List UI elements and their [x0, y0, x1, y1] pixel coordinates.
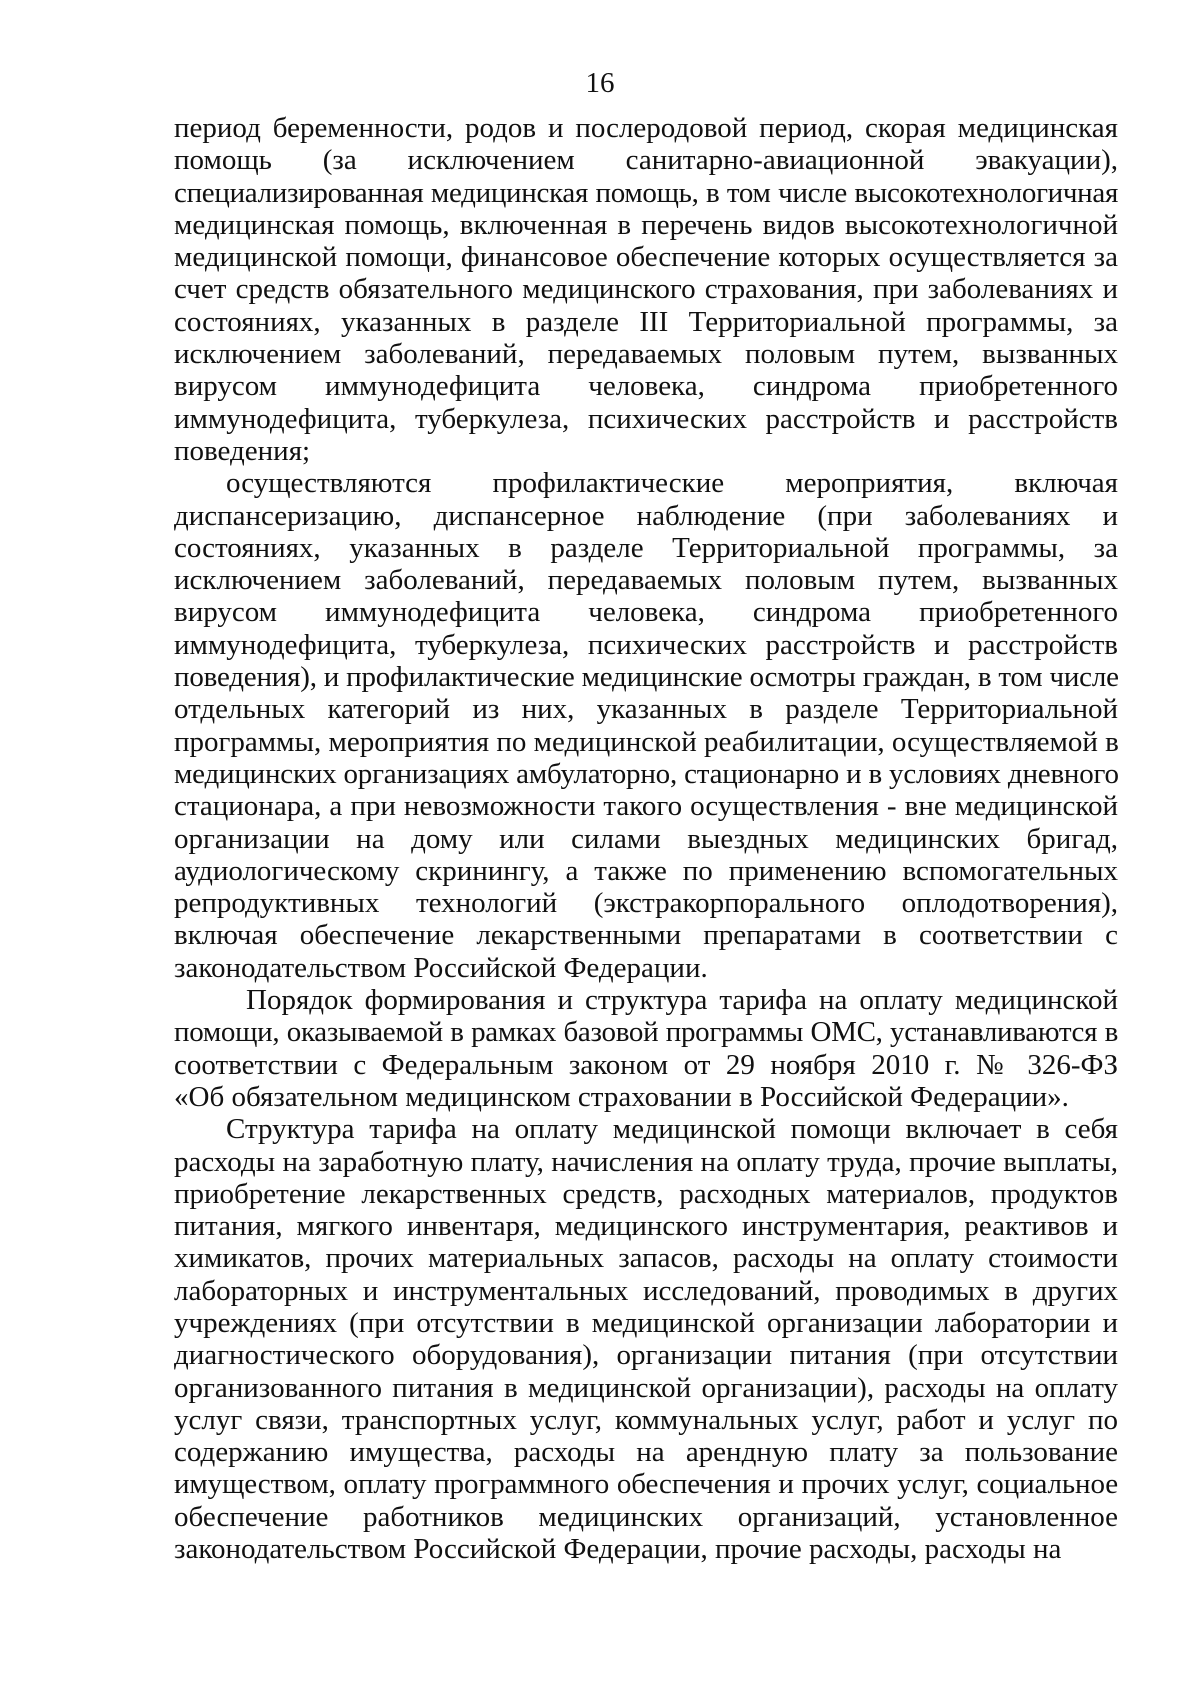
- text-line: иммунодефицита, туберкулеза, психических расстройств и расстройств: [174, 402, 1118, 435]
- text-line: соответствии с Федеральным законом от 29 ноября 2010 г. № 326-ФЗ: [174, 1048, 1118, 1081]
- text-line: исключением заболеваний, передаваемых половым путем, вызванных: [174, 338, 1118, 371]
- text-line: медицинская помощь, включенная в перечень видов высокотехнологичной: [174, 208, 1118, 241]
- text-line: аудиологическому скринингу, а также по применению вспомогательных: [174, 854, 1118, 887]
- text-line: вирусом иммунодефицита человека, синдрома приобретенного: [174, 596, 1118, 629]
- text-line: «Об обязательном медицинском страховании в Российской Федерации».: [174, 1080, 1069, 1113]
- paragraph-2: [174, 467, 1118, 984]
- text-line: расходы на заработную плату, начисления на оплату труда, прочие выплаты,: [174, 1145, 1118, 1178]
- text-line: медицинской помощи, финансовое обеспечение которых осуществляется за: [174, 241, 1118, 274]
- text-line: содержанию имущества, расходы на арендную плату за пользование: [174, 1436, 1118, 1469]
- text-line: поведения;: [174, 434, 311, 467]
- text-line: программы, мероприятия по медицинской реабилитации, осуществляемой в: [174, 725, 1119, 758]
- text-line: химикатов, прочих материальных запасов, расходы на оплату стоимости: [174, 1242, 1118, 1275]
- text-line: обеспечение работников медицинских организаций, установленное: [174, 1500, 1118, 1533]
- text-line: включая обеспечение лекарственными препаратами в соответствии с: [174, 919, 1118, 952]
- text-line: вирусом иммунодефицита человека, синдрома приобретенного: [174, 370, 1118, 403]
- text-line: состояниях, указанных в разделе III Территориальной программы, за: [174, 305, 1118, 338]
- text-line: поведения), и профилактические медицинские осмотры граждан, в том числе: [174, 661, 1119, 694]
- text-line: осуществляются профилактические мероприятия, включая: [226, 467, 1118, 500]
- text-line: услуг связи, транспортных услуг, коммунальных услуг, работ и услуг по: [174, 1403, 1118, 1436]
- text-line: законодательством Российской Федерации, прочие расходы, расходы на: [174, 1533, 1062, 1566]
- text-line: исключением заболеваний, передаваемых половым путем, вызванных: [174, 564, 1118, 597]
- text-line: Структура тарифа на оплату медицинской помощи включает в себя: [226, 1113, 1118, 1146]
- text-line: законодательством Российской Федерации.: [174, 951, 708, 984]
- text-line: отдельных категорий из них, указанных в разделе Территориальной: [174, 693, 1118, 726]
- text-line: Порядок формирования и структура тарифа на оплату медицинской: [246, 984, 1118, 1017]
- document-body: [174, 112, 1118, 1565]
- text-line: помощи, оказываемой в рамках базовой программы ОМС, устанавливаются в: [174, 1016, 1118, 1049]
- paragraph-1: [174, 112, 1118, 467]
- text-line: диагностического оборудования), организации питания (при отсутствии: [174, 1339, 1118, 1372]
- text-line: репродуктивных технологий (экстракорпорального оплодотворения),: [174, 887, 1118, 920]
- text-line: имуществом, оплату программного обеспечения и прочих услуг, социальное: [174, 1468, 1118, 1501]
- text-line: организованного питания в медицинской организации), расходы на оплату: [174, 1371, 1118, 1404]
- text-line: питания, мягкого инвентаря, медицинского инструментария, реактивов и: [174, 1210, 1118, 1243]
- text-line: медицинских организациях амбулаторно, стационарно и в условиях дневного: [174, 757, 1119, 790]
- text-line: период беременности, родов и послеродовой период, скорая медицинская: [174, 112, 1118, 144]
- text-line: диспансеризацию, диспансерное наблюдение (при заболеваниях и: [174, 499, 1118, 532]
- text-line: иммунодефицита, туберкулеза, психических расстройств и расстройств: [174, 628, 1118, 661]
- text-line: организации на дому или силами выездных медицинских бригад,: [174, 822, 1118, 855]
- text-line: учреждениях (при отсутствии в медицинской организации лаборатории и: [174, 1306, 1118, 1339]
- paragraph-4: [174, 1113, 1118, 1565]
- paragraph-3: [174, 984, 1118, 1113]
- text-line: лабораторных и инструментальных исследований, проводимых в других: [174, 1274, 1118, 1307]
- text-line: помощь (за исключением санитарно-авиационной эвакуации),: [174, 144, 1118, 177]
- text-line: состояниях, указанных в разделе Территориальной программы, за: [174, 531, 1118, 564]
- page-number: 16: [585, 67, 615, 99]
- text-line: стационара, а при невозможности такого осуществления - вне медицинской: [174, 790, 1118, 823]
- text-line: приобретение лекарственных средств, расходных материалов, продуктов: [174, 1177, 1118, 1210]
- text-line: специализированная медицинская помощь, в том числе высокотехнологичная: [174, 176, 1118, 209]
- text-line: счет средств обязательного медицинского страхования, при заболеваниях и: [174, 273, 1118, 306]
